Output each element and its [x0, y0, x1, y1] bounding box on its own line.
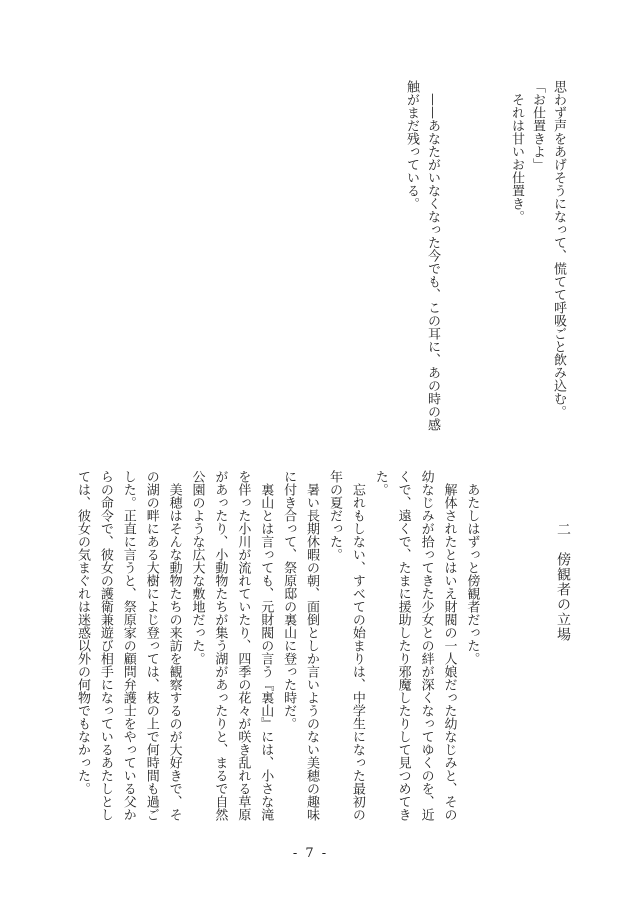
text-column: それは甘いお仕置き。 [509, 80, 524, 223]
text-column: あたしはずっと傍観者だった。 [464, 470, 480, 665]
text-column: 解体されたとはいえ財閥の一人娘だった幼なじみと、その [441, 470, 457, 821]
blank-column [464, 80, 485, 450]
text-column: を伴った小川が流れていたり、四季の花々が咲き乱れる草原 [235, 470, 251, 821]
text-column: 年の夏だった。 [326, 470, 342, 561]
text-column: 幼なじみが拾ってきた少女との絆が深くなってゆくのを、近 [418, 470, 434, 821]
text-column: があったり、小動物たちが集う湖があったりと、まるで自然 [212, 470, 228, 821]
text-column: た。 [372, 470, 388, 496]
blank-column [485, 80, 506, 450]
text-column: くで、遠くで、たまに援助したり邪魔したりして見つめてき [395, 470, 411, 821]
text-column: 裏山とは言っても、元財閥の言う『裏山』には、小さな滝 [258, 470, 274, 821]
text-column: ——あなたがいなくなった今でも、この耳に、あの時の感 [425, 80, 440, 431]
text-column: 触がまだ残っている。 [404, 80, 419, 210]
text-column: ては、彼女の気まぐれは迷惑以外の何物でもなかった。 [74, 470, 90, 795]
blank-column [443, 80, 464, 450]
blank-column [482, 470, 505, 815]
text-column: 美穂はそんな動物たちの来訪を観察するのが大好きで、そ [166, 470, 182, 821]
text-column: らの命令で、彼女の護衛兼遊び相手になっているあたしとし [97, 470, 113, 821]
page-number: - 7 - [292, 846, 329, 861]
text-column: 公園のような広大な敷地だった。 [189, 470, 205, 665]
text-column: 忘れもしない、すべての始まりは、中学生になった最初の [349, 470, 365, 821]
top-text-section [401, 80, 569, 450]
blank-column [505, 470, 528, 815]
text-column: 暑い長期休暇の朝、面倒としか言いようのない美穂の趣味 [304, 470, 320, 821]
chapter-title: 二 傍観者の立場 [555, 522, 571, 642]
text-column: 思わず声をあげそうになって、慌てて呼吸ごと飲み込む。 [551, 80, 566, 418]
text-column: の湖の畔にある大樹によじ登っては、枝の上で何時間も過ご [143, 470, 159, 821]
text-column: した。正直に言うと、祭原家の顧問弁護士をやっている父か [120, 470, 136, 821]
chapter-section [70, 470, 574, 821]
text-column: 「お仕置きよ」 [530, 80, 545, 171]
text-column: に付き合って、祭原邸の裏山に登った時だ。 [281, 470, 297, 730]
blank-column [528, 470, 551, 815]
